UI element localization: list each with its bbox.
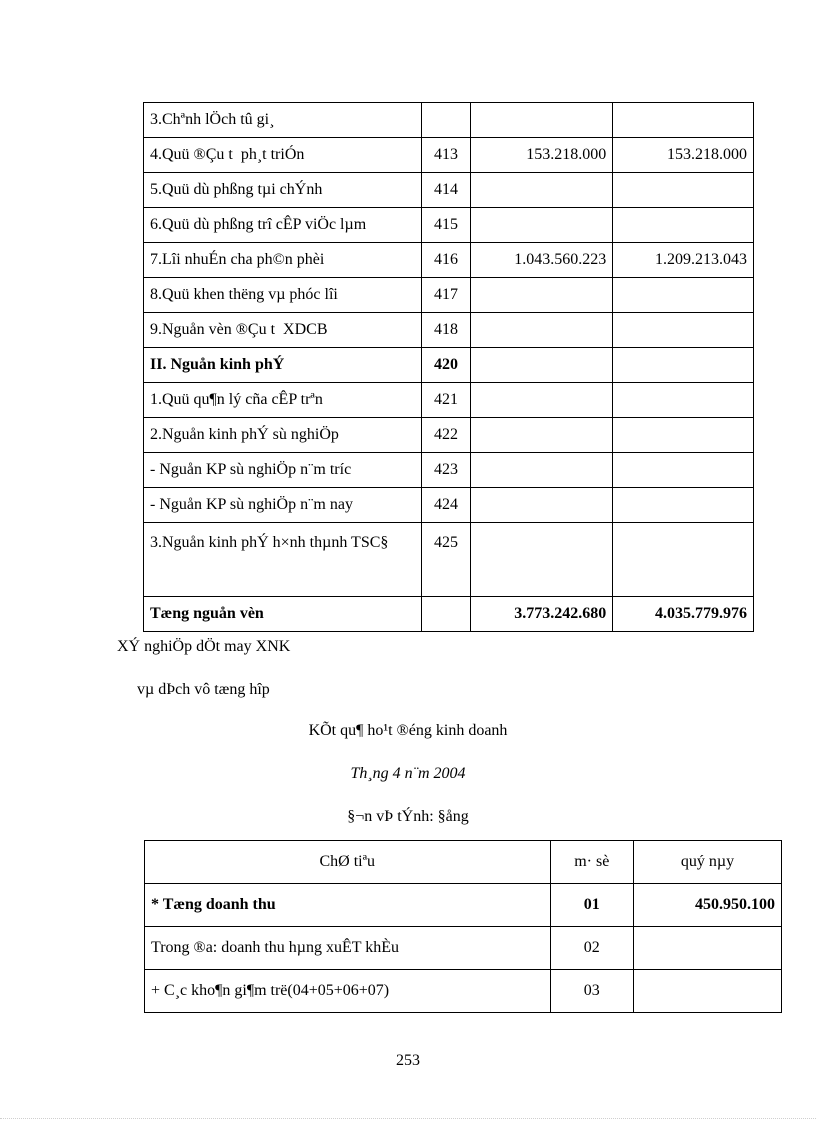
row-label: 2.Nguån kinh phÝ sù nghiÖp	[144, 418, 422, 453]
column-header-indicator: ChØ tiªu	[145, 841, 551, 884]
row-value-end	[613, 208, 754, 243]
total-label: Tæng nguån vèn	[144, 597, 422, 632]
row-value-start	[470, 383, 613, 418]
row-value-end	[613, 173, 754, 208]
row-value-end	[613, 453, 754, 488]
row-value-start	[470, 453, 613, 488]
header-row	[145, 841, 782, 884]
row-value-end	[613, 383, 754, 418]
company-name: XÝ nghiÖp dÖt may XNK	[117, 638, 291, 655]
column-header-quarter: quý nµy	[634, 841, 782, 884]
table-row	[144, 173, 754, 208]
table-row	[144, 348, 754, 383]
row-code: 425	[422, 523, 470, 597]
row-value-start	[470, 348, 613, 383]
row-value-end	[613, 103, 754, 138]
table-row	[145, 884, 782, 927]
table-row	[145, 970, 782, 1013]
row-value-end	[613, 313, 754, 348]
total-row	[144, 597, 754, 632]
balance-sheet-table	[143, 102, 754, 632]
row-label: 9.Nguån vèn ®Çu t XDCB	[144, 313, 422, 348]
income-statement-body	[145, 841, 782, 1013]
row-value-start: 153.218.000	[470, 138, 613, 173]
page-number: 253	[396, 1052, 420, 1069]
row-code: 416	[422, 243, 470, 278]
row-value-start	[470, 173, 613, 208]
company-name-continued: vµ dÞch vô tæng hîp	[137, 681, 270, 698]
row-code: 413	[422, 138, 470, 173]
row-value-start	[470, 313, 613, 348]
row-value	[634, 927, 782, 970]
row-code: 420	[422, 348, 470, 383]
row-label: 3.Nguån kinh phÝ h×nh thµnh TSC§	[144, 523, 422, 597]
row-value	[634, 970, 782, 1013]
row-code: 417	[422, 278, 470, 313]
row-code: 01	[550, 884, 634, 927]
row-code: 422	[422, 418, 470, 453]
table-row	[144, 103, 754, 138]
total-value-start: 3.773.242.680	[470, 597, 613, 632]
row-label: 6.Quü dù phßng trî cÊP viÖc lµm	[144, 208, 422, 243]
row-value-start	[470, 208, 613, 243]
row-label: + C¸c kho¶n gi¶m trë(04+05+06+07)	[145, 970, 551, 1013]
row-code: 421	[422, 383, 470, 418]
row-value-start: 1.043.560.223	[470, 243, 613, 278]
row-value-start	[470, 278, 613, 313]
page-bottom-rule	[0, 1118, 816, 1119]
row-code: 418	[422, 313, 470, 348]
row-value-start	[470, 488, 613, 523]
total-value-end: 4.035.779.976	[613, 597, 754, 632]
row-value-end	[613, 348, 754, 383]
balance-sheet-body	[144, 103, 754, 632]
row-label: 1.Quü qu¶n lý cña cÊP trªn	[144, 383, 422, 418]
report-period: Th¸ng 4 n¨m 2004	[350, 765, 466, 782]
row-label: 7.Lîi nhuÉn cha ph©n phèi	[144, 243, 422, 278]
row-label: 3.Chªnh lÖch tû gi¸	[144, 103, 422, 138]
table-row	[144, 138, 754, 173]
row-value-end	[613, 488, 754, 523]
table-row	[144, 453, 754, 488]
table-row	[144, 243, 754, 278]
row-value-end	[613, 523, 754, 597]
row-label: 8.Quü khen thëng vµ phóc lîi	[144, 278, 422, 313]
table-row	[144, 488, 754, 523]
table-row	[144, 383, 754, 418]
row-code: 414	[422, 173, 470, 208]
row-value-end: 153.218.000	[613, 138, 754, 173]
row-value-end	[613, 418, 754, 453]
table-row	[144, 278, 754, 313]
row-code: 415	[422, 208, 470, 243]
column-header-code: m· sè	[550, 841, 634, 884]
row-code: 424	[422, 488, 470, 523]
row-value-start	[470, 418, 613, 453]
section-heading: II. Nguån kinh phÝ	[144, 348, 422, 383]
table-row	[145, 927, 782, 970]
table-row	[144, 523, 754, 597]
row-code	[422, 597, 470, 632]
row-code: 03	[550, 970, 634, 1013]
row-value-end	[613, 278, 754, 313]
row-code: 02	[550, 927, 634, 970]
row-label: 4.Quü ®Çu t ph¸t triÓn	[144, 138, 422, 173]
table-row	[144, 208, 754, 243]
row-value-end: 1.209.213.043	[613, 243, 754, 278]
row-label: - Nguån KP sù nghiÖp n¨m nay	[144, 488, 422, 523]
table-row	[144, 418, 754, 453]
row-label: * Tæng doanh thu	[145, 884, 551, 927]
row-label: - Nguån KP sù nghiÖp n¨m tríc	[144, 453, 422, 488]
row-value: 450.950.100	[634, 884, 782, 927]
row-value-start	[470, 523, 613, 597]
income-statement-table	[144, 840, 782, 1013]
report-unit: §¬n vÞ tÝnh: §ång	[347, 808, 469, 825]
row-value-start	[470, 103, 613, 138]
table-row	[144, 313, 754, 348]
row-label: Trong ®a: doanh thu hµng xuÊT khÈu	[145, 927, 551, 970]
report-title: KÕt qu¶ ho¹t ®éng kinh doanh	[308, 722, 508, 739]
row-label: 5.Quü dù phßng tµi chÝnh	[144, 173, 422, 208]
row-code	[422, 103, 470, 138]
row-code: 423	[422, 453, 470, 488]
